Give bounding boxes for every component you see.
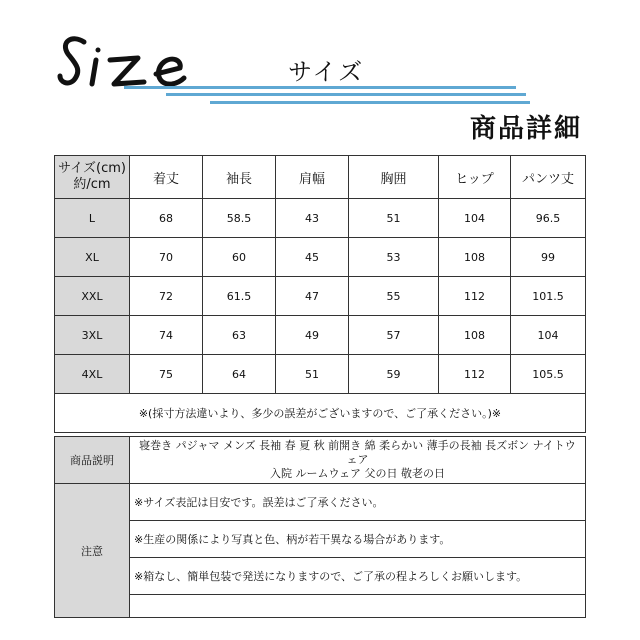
- table-cell: 70: [130, 238, 203, 277]
- size-corner-cell: [55, 156, 130, 199]
- page-title: サイズ: [288, 58, 365, 86]
- table-cell: 104: [511, 316, 586, 355]
- size-label: L: [55, 199, 130, 238]
- table-cell: 112: [439, 355, 511, 394]
- table-cell: 64: [203, 355, 276, 394]
- table-cell: 57: [349, 316, 439, 355]
- note-row: [55, 521, 586, 558]
- size-label: XXL: [55, 277, 130, 316]
- table-cell: 58.5: [203, 199, 276, 238]
- note-row: [55, 595, 586, 618]
- table-row: [55, 355, 586, 394]
- decor-stripe: [166, 93, 526, 96]
- description-row: [55, 437, 586, 484]
- notes-label: 注意: [55, 484, 130, 618]
- description-line: 寝巻き パジャマ メンズ 長袖 春 夏 秋 前開き 綿 柔らかい 薄手の長袖 長ズボン ナイトウェア: [139, 439, 576, 466]
- measure-note-row: [55, 394, 586, 433]
- table-cell: 61.5: [203, 277, 276, 316]
- table-row: [55, 316, 586, 355]
- description-label: 商品説明: [55, 437, 130, 484]
- table-cell: 47: [276, 277, 349, 316]
- table-cell: 60: [203, 238, 276, 277]
- table-cell: 108: [439, 316, 511, 355]
- column-header: 肩幅: [276, 156, 349, 199]
- table-cell: 74: [130, 316, 203, 355]
- table-cell: 99: [511, 238, 586, 277]
- description-line: 入院 ルームウェア 父の日 敬老の日: [269, 467, 446, 480]
- table-row: [55, 277, 586, 316]
- table-cell: 101.5: [511, 277, 586, 316]
- size-header-row: [55, 156, 586, 199]
- table-cell: 49: [276, 316, 349, 355]
- corner-line: サイズ(cm): [58, 161, 126, 176]
- column-header: パンツ丈: [511, 156, 586, 199]
- table-cell: 75: [130, 355, 203, 394]
- decor-stripe: [124, 86, 516, 89]
- size-table: [54, 155, 586, 433]
- table-cell: 72: [130, 277, 203, 316]
- table-cell: 68: [130, 199, 203, 238]
- note-row: [55, 558, 586, 595]
- table-cell: 53: [349, 238, 439, 277]
- note-item: ※サイズ表記は目安です。誤差はご了承ください。: [130, 484, 586, 521]
- column-header: ヒップ: [439, 156, 511, 199]
- column-header: 袖長: [203, 156, 276, 199]
- note-row: [55, 484, 586, 521]
- table-cell: 59: [349, 355, 439, 394]
- decor-stripe: [210, 101, 530, 104]
- note-item: ※箱なし、簡単包装で発送になりますので、ご了承の程よろしくお願いします。: [130, 558, 586, 595]
- note-item: ※生産の関係により写真と色、柄が若干異なる場合があります。: [130, 521, 586, 558]
- column-header: 着丈: [130, 156, 203, 199]
- table-cell: 51: [349, 199, 439, 238]
- description-text: [130, 437, 586, 484]
- info-table: [54, 436, 586, 618]
- size-label: 4XL: [55, 355, 130, 394]
- table-cell: 96.5: [511, 199, 586, 238]
- size-label: 3XL: [55, 316, 130, 355]
- table-cell: 51: [276, 355, 349, 394]
- note-item: [130, 595, 586, 618]
- table-cell: 105.5: [511, 355, 586, 394]
- column-header: 胸囲: [349, 156, 439, 199]
- table-cell: 55: [349, 277, 439, 316]
- table-cell: 104: [439, 199, 511, 238]
- corner-line: 約/cm: [73, 177, 111, 192]
- table-cell: 112: [439, 277, 511, 316]
- table-cell: 108: [439, 238, 511, 277]
- section-heading: 商品詳細: [469, 114, 582, 144]
- table-row: [55, 199, 586, 238]
- table-cell: 45: [276, 238, 349, 277]
- size-label: XL: [55, 238, 130, 277]
- table-cell: 63: [203, 316, 276, 355]
- table-cell: 43: [276, 199, 349, 238]
- table-row: [55, 238, 586, 277]
- measure-note: ※(採寸方法違いより、多少の誤差がございますので、ご了承ください。)※: [55, 394, 586, 433]
